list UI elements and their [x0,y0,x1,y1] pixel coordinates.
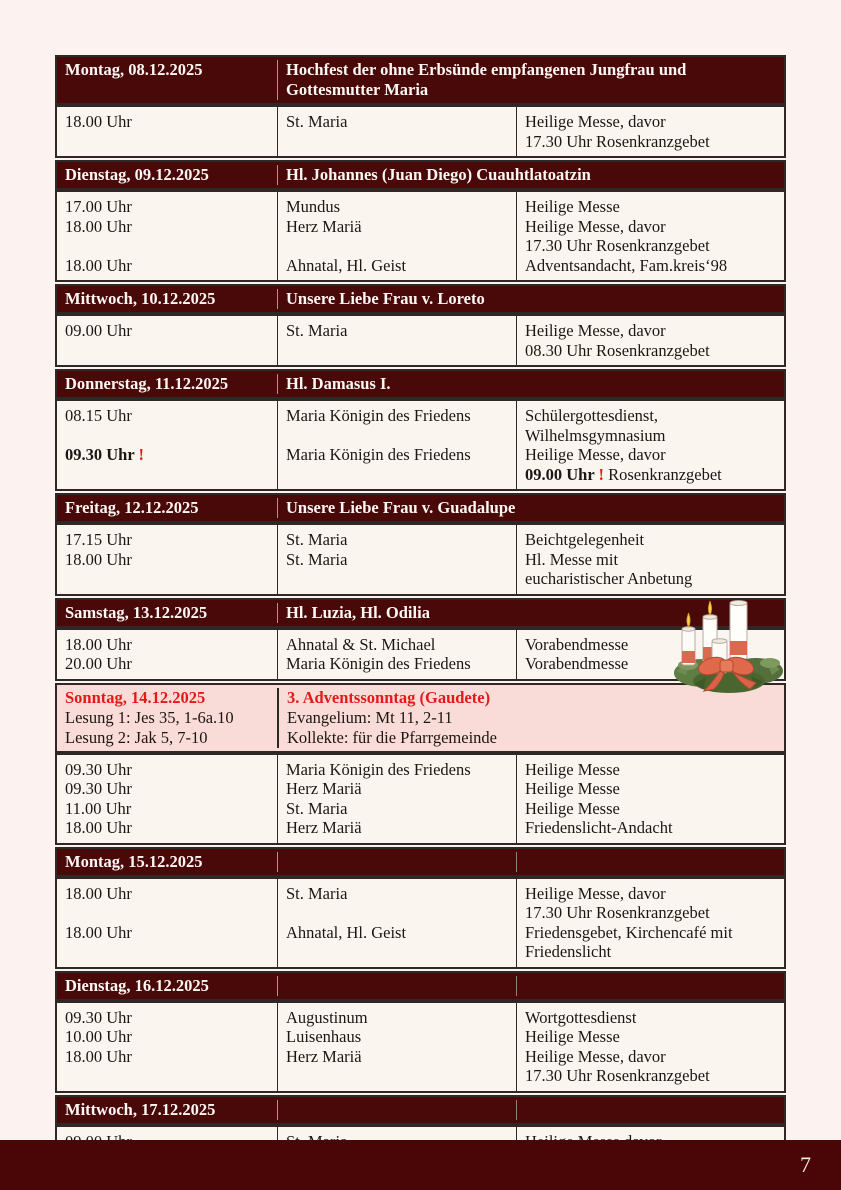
feast-line [286,976,508,996]
service-line: 17.30 Uhr Rosenkranzgebet [525,903,710,922]
service-line: Hl. Messe mit [525,549,619,569]
day-date-line: Freitag, 12.12.2025 [65,498,199,517]
text-segment: 3. Adventssonntag (Gaudete) [287,687,491,707]
service-line: Adventsandacht, Fam.kreis‘98 [525,255,728,275]
time-line: 18.00 Uhr [65,883,132,903]
location-line: Herz Mariä [286,1046,362,1066]
service-line: Friedensgebet, Kirchencafé mit [525,922,733,942]
time-column [57,107,277,156]
advent-wreath-illustration [668,589,790,697]
day-header-row [55,369,786,399]
feast-name-cell [277,374,784,394]
feast-name-cell [277,165,784,185]
day-date-cell [57,498,277,518]
time-line: 09.30 Uhr [65,1007,132,1027]
time-line: 18.00 Uhr [65,112,132,131]
day-date-line: Samstag, 13.12.2025 [65,602,208,622]
day-date-cell [57,852,277,872]
feast-name-cell [277,289,784,309]
time-line: 11.00 Uhr [65,798,132,818]
time-line: 18.00 Uhr [65,922,132,942]
text-segment: Sonntag, 14.12.2025 [65,687,206,707]
feast-name-cell [277,976,516,996]
location-line [286,236,510,256]
time-line: 09.30 Uhr [65,779,132,798]
day-header-row [55,160,786,190]
feast-line: Hl. Damasus I. [286,374,391,393]
service-column [516,192,784,280]
schedule-section [55,847,786,969]
service-row [55,877,786,969]
day-date-line: Mittwoch, 10.12.2025 [65,289,216,308]
location-line [286,426,510,446]
time-column [57,630,277,679]
service-line: Wortgottesdienst [525,1007,637,1027]
service-line: Beichtgelegenheit [525,530,645,549]
location-column [277,401,516,489]
service-line: Wilhelmsgymnasium [525,425,666,445]
service-row [55,523,786,596]
page-number: 7 [800,1152,811,1177]
location-line: St. Maria [286,530,348,549]
feast-line: Hl. Johannes (Juan Diego) Cuauhtlatoatzin [286,165,591,184]
time-line: 18.00 Uhr [65,255,132,275]
day-header-row [55,971,786,1001]
service-row [55,105,786,158]
service-line: 08.30 Uhr Rosenkranzgebet [525,340,710,360]
schedule-section [55,683,786,845]
service-row [55,753,786,845]
day-date-line: Lesung 2: Jak 5, 7-10 [65,727,208,747]
feast-name-cell [277,498,784,518]
time-line: 09.00 Uhr [65,321,132,340]
feast-name-cell [277,852,516,872]
schedule-section [55,55,786,158]
time-column [57,1003,277,1091]
service-line: Heilige Messe [525,1027,620,1046]
day-header-row [55,284,786,314]
location-column [277,316,516,365]
service-column [516,401,784,489]
location-line: Ahnatal & St. Michael [286,634,436,654]
service-line: Vorabendmesse [525,634,629,654]
day-date-cell [57,374,277,394]
service-line: Heilige Messe [525,197,620,216]
location-column [277,525,516,594]
service-column [516,316,784,365]
location-line: Ahnatal, Hl. Geist [286,255,407,275]
feast-line [286,852,508,872]
location-line: St. Maria [286,321,348,340]
day-date-cell [57,603,277,623]
service-line: Heilige Messe, davor [525,321,666,340]
time-line: 08.15 Uhr [65,406,132,425]
time-line [65,445,271,465]
location-line: St. Maria [286,798,348,818]
feast-line: Evangelium: Mt 11, 2-11 [287,707,453,727]
time-column [57,401,277,489]
service-column [516,107,784,156]
time-line [65,1066,271,1086]
day-date-cell [57,289,277,309]
day-date-line: Dienstag, 09.12.2025 [65,165,209,184]
day-date-cell [57,60,277,100]
time-line [65,903,271,923]
schedule-section [55,284,786,367]
feast-name-cell [277,1100,516,1120]
time-column [57,755,277,843]
service-line: Vorabendmesse [525,654,629,673]
location-line: St. Maria [286,549,348,569]
time-line: 18.00 Uhr [65,549,132,569]
text-segment: ! [598,464,609,484]
location-line: Luisenhaus [286,1027,362,1046]
time-line [65,426,271,446]
location-column [277,879,516,967]
text-segment: Rosenkranzgebet [608,464,722,484]
service-line: 17.30 Uhr Rosenkranzgebet [525,131,710,151]
location-line: St. Maria [286,883,348,903]
service-column [516,525,784,594]
day-header-row [55,493,786,523]
schedule-section [55,369,786,491]
text-segment: 09.30 Uhr [65,445,139,464]
time-line: 09.30 Uhr [65,759,132,779]
location-column [277,192,516,280]
location-line: Ahnatal, Hl. Geist [286,922,407,942]
service-column [516,1003,784,1091]
time-column [57,192,277,280]
time-line: 18.00 Uhr [65,818,132,837]
time-column [57,879,277,967]
service-column [516,879,784,967]
feast-line: Kollekte: für die Pfarrgemeinde [287,727,497,747]
day-date-cell [57,976,277,996]
footer-bar [0,1140,841,1190]
location-column [277,1003,516,1091]
service-line: Heilige Messe, davor [525,1046,666,1066]
feast-line: Gottesmutter Maria [286,80,429,99]
location-line: Mundus [286,197,341,216]
time-column [57,316,277,365]
service-line: 17.30 Uhr Rosenkranzgebet [525,1066,710,1085]
schedule-section [55,493,786,596]
day-date-line: Mittwoch, 17.12.2025 [65,1099,216,1119]
location-line: St. Maria [286,112,348,131]
time-line [65,236,271,256]
time-line: 18.00 Uhr [65,634,132,654]
day-date-cell [57,688,277,748]
feast-name-cell [277,60,784,100]
location-line: Herz Mariä [286,216,362,236]
service-line: Heilige Messe, davor [525,216,666,236]
service-line: Heilige Messe, davor [525,445,666,464]
service-line: Heilige Messe [525,779,620,798]
day-header-row [55,55,786,105]
location-line [286,1066,510,1086]
time-line: 10.00 Uhr [65,1027,132,1046]
service-line: eucharistischer Anbetung [525,569,693,588]
location-column [277,630,516,679]
location-line [286,903,510,923]
service-line: Heilige Messe, davor [525,883,666,903]
time-line [65,465,271,485]
day-date-line: Montag, 08.12.2025 [65,60,203,79]
location-line: Herz Mariä [286,779,362,798]
service-line: Friedenslicht-Andacht [525,818,673,837]
time-line [65,942,271,962]
time-line: 17.15 Uhr [65,530,132,549]
time-line: 18.00 Uhr [65,216,132,236]
feast-line: Unsere Liebe Frau v. Guadalupe [286,498,516,517]
service-line [525,465,778,485]
service-line: Heilige Messe [525,759,620,779]
service-row [55,314,786,367]
location-line [286,465,510,485]
schedule-section [55,160,786,282]
text-segment: ! [138,445,144,464]
feast-spacer-cell [516,976,784,996]
day-header-row [55,1095,786,1125]
day-date-cell [57,1100,277,1120]
service-line: 17.30 Uhr Rosenkranzgebet [525,236,710,255]
location-line: Maria Königin des Friedens [286,759,471,779]
service-row [55,1001,786,1093]
location-line: Maria Königin des Friedens [286,406,471,425]
feast-spacer-cell [516,852,784,872]
location-line: Maria Königin des Friedens [286,654,471,673]
day-date-line: Montag, 15.12.2025 [65,851,203,871]
service-row [55,399,786,491]
location-line [286,942,510,962]
day-header-row [55,847,786,877]
location-line: Herz Mariä [286,818,362,837]
feast-spacer-cell [516,1100,784,1120]
day-date-line: Dienstag, 16.12.2025 [65,975,209,995]
service-line: Heilige Messe, davor [525,112,666,131]
time-line: 17.00 Uhr [65,197,132,216]
location-column [277,755,516,843]
location-column [277,107,516,156]
service-row [55,190,786,282]
location-line: Maria Königin des Friedens [286,445,471,464]
service-line: Heilige Messe [525,798,620,818]
day-date-line: Lesung 1: Jes 35, 1-6a.10 [65,707,234,727]
time-line: 18.00 Uhr [65,1046,132,1066]
day-date-line [65,688,271,708]
service-column [516,755,784,843]
feast-line [286,1100,508,1120]
service-line: Schülergottesdienst, [525,406,659,425]
service-line: Friedenslicht [525,942,612,961]
feast-line: Hl. Luzia, Hl. Odilia [286,602,430,622]
feast-line: Hochfest der ohne Erbsünde empfangenen Jungfrau und [286,60,687,79]
time-line: 20.00 Uhr [65,654,132,673]
schedule-section [55,971,786,1093]
feast-line: Unsere Liebe Frau v. Loreto [286,289,485,308]
day-date-cell [57,165,277,185]
location-line: Augustinum [286,1007,368,1027]
day-date-line: Donnerstag, 11.12.2025 [65,374,229,393]
time-column [57,525,277,594]
text-segment: 09.00 Uhr [525,464,599,484]
